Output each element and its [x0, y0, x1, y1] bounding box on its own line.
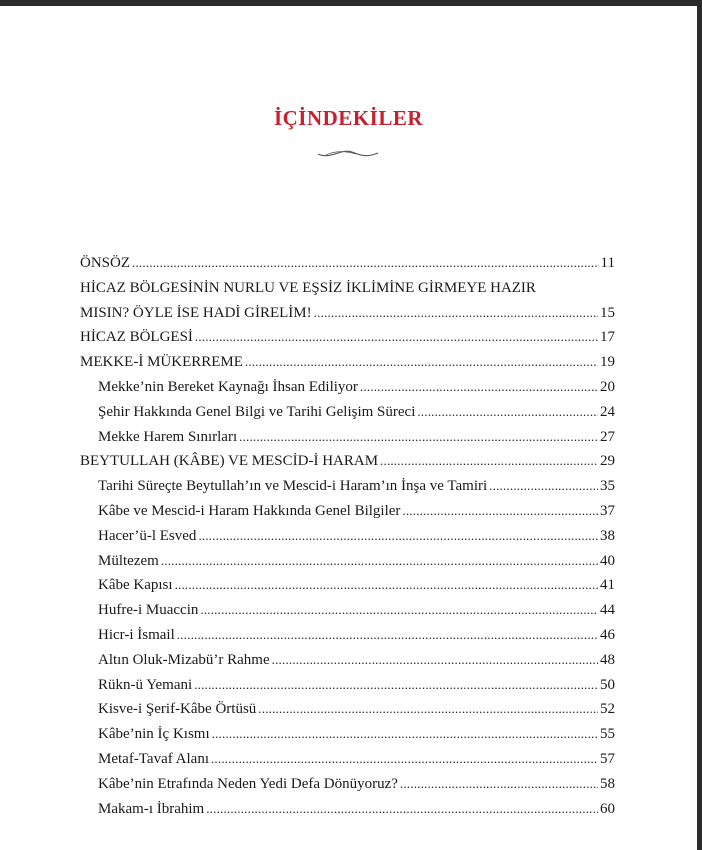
- dot-leader: [194, 673, 598, 698]
- toc-page-number: 17: [600, 329, 615, 346]
- dot-leader: [245, 350, 598, 375]
- toc-subentry[interactable]: [80, 772, 615, 797]
- toc-subentry[interactable]: [80, 623, 615, 648]
- toc-subentry[interactable]: [80, 425, 615, 450]
- toc-page-number: 15: [600, 304, 615, 321]
- toc-entry-label: Metaf-Tavaf Alanı: [98, 750, 209, 767]
- toc-subentry[interactable]: [80, 375, 615, 400]
- toc-entry-label: Şehir Hakkında Genel Bilgi ve Tarihi Gelişim Süreci: [98, 403, 416, 420]
- toc-entry-hicaz-bolgesi[interactable]: [80, 325, 615, 350]
- toc-entry-hicaz-iklimi[interactable]: [80, 276, 615, 326]
- toc-page-number: 50: [600, 676, 615, 693]
- toc-entry-label: Altın Oluk-Mizabü’r Rahme: [98, 651, 270, 668]
- toc-entry-label: Mekke’nin Bereket Kaynağı İhsan Ediliyor: [98, 378, 358, 395]
- toc-subentry[interactable]: [80, 474, 615, 499]
- toc-entry-label: MEKKE-İ MÜKERREME: [80, 354, 243, 371]
- toc-entry-label: Kâbe Kapısı: [98, 577, 173, 594]
- toc-page-number: 55: [600, 726, 615, 743]
- document-page: [0, 6, 697, 850]
- dot-leader: [200, 598, 598, 623]
- dot-leader: [239, 425, 598, 450]
- dot-leader: [489, 474, 598, 499]
- toc-entry-label: HİCAZ BÖLGESİ: [80, 329, 193, 346]
- toc-page-number: 41: [600, 577, 615, 594]
- dot-leader: [417, 400, 598, 425]
- toc-entry-beytullah[interactable]: [80, 449, 615, 474]
- page-title: İÇİNDEKİLER: [273, 106, 424, 130]
- toc-subentry[interactable]: [80, 797, 615, 822]
- toc-subentry[interactable]: [80, 747, 615, 772]
- toc-page-number: 52: [600, 701, 615, 718]
- toc-subentry[interactable]: [80, 697, 615, 722]
- toc-page-number: 48: [600, 651, 615, 668]
- dot-leader: [177, 623, 598, 648]
- toc-page-number: 38: [600, 527, 615, 544]
- toc-entry-label: Hacer’ü-l Esved: [98, 527, 197, 544]
- toc-entry-label-line1: HİCAZ BÖLGESİNİN NURLU VE EŞSİZ İKLİMİNE GİRMEYE HAZIR: [80, 279, 536, 296]
- dot-leader: [314, 301, 598, 326]
- dot-leader: [360, 375, 598, 400]
- dot-leader: [211, 747, 598, 772]
- dot-leader: [175, 573, 598, 598]
- toc-page-number: 11: [600, 255, 615, 271]
- toc-page-number: 29: [600, 453, 615, 470]
- toc-entry-label: Tarihi Süreçte Beytullah’ın ve Mescid-i Haram’ın İnşa ve Tamiri: [98, 478, 488, 495]
- toc-entry-mekke[interactable]: [80, 350, 615, 375]
- dot-leader: [198, 524, 598, 549]
- toc-subentry[interactable]: [80, 573, 615, 598]
- toc-subentry[interactable]: [80, 524, 615, 549]
- toc-page-number: 60: [600, 800, 615, 817]
- dot-leader: [212, 722, 598, 747]
- toc-entry-label: BEYTULLAH (KÂBE) VE MESCİD-İ HARAM: [80, 453, 379, 470]
- toc-entry-label: Hicr-i İsmail: [98, 626, 175, 643]
- toc-subentry[interactable]: [80, 673, 615, 698]
- toc-entry-label: Kâbe ve Mescid-i Haram Hakkında Genel Bilgiler: [98, 502, 401, 519]
- toc-entry-label: Kâbe’nin Etrafında Neden Yedi Defa Dönüyoruz?: [98, 775, 398, 792]
- toc-page-number: 40: [600, 552, 615, 569]
- dot-leader: [380, 449, 598, 474]
- toc-subentry[interactable]: [80, 648, 615, 673]
- toc-subentry[interactable]: [80, 549, 615, 574]
- dot-leader: [206, 797, 598, 822]
- toc-subentry[interactable]: [80, 722, 615, 747]
- toc-entry-label: Makam-ı İbrahim: [98, 800, 205, 817]
- toc-page-number: 27: [600, 428, 615, 445]
- toc-entry-label: Kâbe’nin İç Kısmı: [98, 726, 210, 743]
- table-of-contents: [80, 251, 615, 821]
- dot-leader: [272, 648, 598, 673]
- dot-leader: [195, 325, 598, 350]
- dot-leader: [258, 697, 598, 722]
- dot-leader: [161, 549, 598, 574]
- toc-subentry[interactable]: [80, 499, 615, 524]
- dot-leader: [402, 499, 598, 524]
- dot-leader: [400, 772, 598, 797]
- toc-subentry[interactable]: [80, 400, 615, 425]
- toc-subentry[interactable]: [80, 598, 615, 623]
- toc-entry-label-line2: MISIN? ÖYLE İSE HADİ GİRELİM!: [80, 304, 312, 321]
- toc-page-number: 46: [600, 626, 615, 643]
- toc-page-number: 24: [600, 403, 615, 420]
- toc-page-number: 37: [600, 502, 615, 519]
- toc-page-number: 58: [600, 775, 615, 792]
- toc-entry-label: Rükn-ü Yemani: [98, 676, 193, 693]
- toc-page-number: 19: [600, 354, 615, 371]
- toc-entry-label: Mekke Harem Sınırları: [98, 428, 238, 445]
- toc-entry-label: Kisve-i Şerif-Kâbe Örtüsü: [98, 701, 257, 718]
- swash-ornament-icon: [316, 144, 380, 164]
- dot-leader: [132, 251, 599, 276]
- toc-entry-label: Hufre-i Muaccin: [98, 602, 199, 619]
- toc-entry-onsoz[interactable]: [80, 251, 615, 276]
- toc-page-number: 57: [600, 750, 615, 767]
- toc-page-number: 44: [600, 602, 615, 619]
- toc-page-number: 35: [600, 478, 615, 495]
- toc-entry-label: Mültezem: [98, 552, 159, 569]
- toc-page-number: 20: [600, 378, 615, 395]
- toc-entry-label: ÖNSÖZ: [80, 255, 131, 271]
